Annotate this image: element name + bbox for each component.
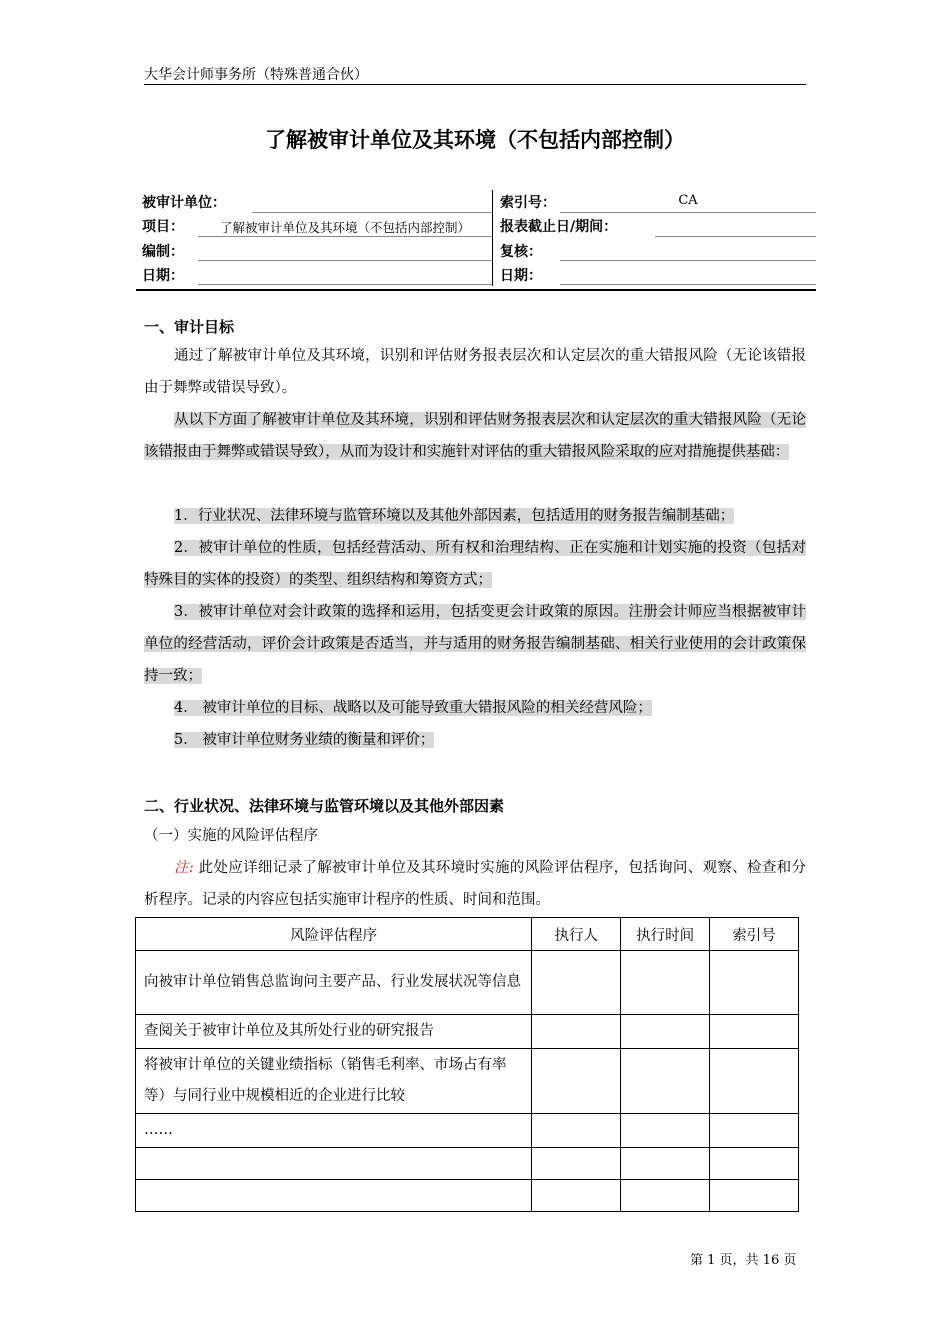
col-header-performer: 执行人 xyxy=(532,918,621,951)
table-row xyxy=(136,1049,799,1114)
scope-item-4 xyxy=(144,692,806,724)
header-bottom-rule xyxy=(136,289,816,291)
index-cell[interactable] xyxy=(710,1148,799,1180)
date-field-left[interactable] xyxy=(198,284,492,285)
table-row xyxy=(136,1015,799,1049)
scope-item-3-text: 3．被审计单位对会计政策的选择和运用，包括变更会计政策的原因。注册会计师应当根据被审计单位的经营活动，评价会计政策是否适当，并与适用的财务报告编制基础、相关行业使用的会计政策保持一致； xyxy=(144,604,806,684)
scope-paragraph xyxy=(144,404,806,468)
date-label-right: 日期： xyxy=(500,268,542,284)
scope-item-1 xyxy=(144,500,806,532)
table-header-row xyxy=(136,918,799,951)
index-value: CA xyxy=(678,193,698,208)
performer-cell[interactable] xyxy=(532,1148,621,1180)
scope-item-4-text: 4． 被审计单位的目标、战略以及可能导致重大错报风险的相关经营风险； xyxy=(174,700,652,716)
scope-item-3 xyxy=(144,596,806,692)
time-cell[interactable] xyxy=(621,1015,710,1049)
header-column-divider xyxy=(492,190,493,286)
project-value: 了解被审计单位及其环境（不包括内部控制） xyxy=(219,220,470,235)
scope-text: 从以下方面了解被审计单位及其环境，识别和评估财务报表层次和认定层次的重大错报风险（无论该错报由于舞弊或错误导致），从而为设计和实施针对评估的重大错报风险采取的应对措施提供基础： xyxy=(144,412,806,460)
scope-item-5-text: 5． 被审计单位财务业绩的衡量和评价； xyxy=(174,732,435,748)
index-label: 索引号： xyxy=(500,195,556,211)
time-cell[interactable] xyxy=(621,1049,710,1114)
performer-cell[interactable] xyxy=(532,1114,621,1148)
index-cell[interactable] xyxy=(710,1114,799,1148)
performer-cell[interactable] xyxy=(532,1015,621,1049)
preparer-field[interactable] xyxy=(198,260,492,261)
preparer-label: 编制： xyxy=(142,244,184,260)
index-cell[interactable] xyxy=(710,951,799,1015)
objective-paragraph xyxy=(144,340,806,404)
entity-label: 被审计单位： xyxy=(142,195,226,211)
entity-field[interactable] xyxy=(252,212,492,213)
index-cell[interactable] xyxy=(710,1049,799,1114)
scope-item-2-text: 2．被审计单位的性质，包括经营活动、所有权和治理结构、正在实施和计划实施的投资（包括对特殊目的实体的投资）的类型、组织结构和筹资方式； xyxy=(144,540,806,588)
procedures-subheading: （一）实施的风险评估程序 xyxy=(144,828,318,844)
period-field[interactable] xyxy=(655,236,816,237)
scope-item-1-text: 1．行业状况、法律环境与监管环境以及其他外部因素，包括适用的财务报告编制基础； xyxy=(174,508,735,524)
col-header-time: 执行时间 xyxy=(621,918,710,951)
procedure-cell[interactable] xyxy=(136,1148,532,1180)
col-header-procedure: 风险评估程序 xyxy=(136,918,532,951)
project-label: 项目： xyxy=(142,219,184,235)
index-cell[interactable] xyxy=(710,1015,799,1049)
project-field[interactable] xyxy=(198,236,492,237)
page-number: 第 1 页，共 16 页 xyxy=(690,1253,797,1268)
scope-item-5 xyxy=(144,724,806,756)
procedure-cell: …… xyxy=(136,1114,532,1148)
table-row xyxy=(136,1114,799,1148)
performer-cell[interactable] xyxy=(532,951,621,1015)
index-cell[interactable] xyxy=(710,1180,799,1212)
scope-item-2 xyxy=(144,532,806,596)
performer-cell[interactable] xyxy=(532,1049,621,1114)
document-title: 了解被审计单位及其环境（不包括内部控制） xyxy=(265,128,685,152)
note-text: 此处应详细记录了解被审计单位及其环境时实施的风险评估程序，包括询问、观察、检查和分析程序。记录的内容应包括实施审计程序的性质、时间和范围。 xyxy=(144,860,807,908)
procedure-cell[interactable] xyxy=(136,1180,532,1212)
procedure-cell: 查阅关于被审计单位及其所处行业的研究报告 xyxy=(136,1015,532,1049)
col-header-index: 索引号 xyxy=(710,918,799,951)
section-audit-objective-heading: 一、审计目标 xyxy=(144,318,235,336)
section-industry-heading: 二、行业状况、法律环境与监管环境以及其他外部因素 xyxy=(144,797,505,815)
time-cell[interactable] xyxy=(621,1114,710,1148)
period-label: 报表截止日/期间： xyxy=(500,219,618,235)
firm-name: 大华会计师事务所（特殊普通合伙） xyxy=(144,67,368,83)
table-row xyxy=(136,1180,799,1212)
procedure-cell: 将被审计单位的关键业绩指标（销售毛利率、市场占有率等）与同行业中规模相近的企业进行比较 xyxy=(136,1049,532,1114)
date-field-right[interactable] xyxy=(560,284,816,285)
time-cell[interactable] xyxy=(621,1180,710,1212)
note-label: 注: xyxy=(174,860,194,876)
header-divider xyxy=(144,84,806,85)
time-cell[interactable] xyxy=(621,951,710,1015)
note-paragraph xyxy=(144,852,806,916)
reviewer-label: 复核： xyxy=(500,244,542,260)
risk-assessment-table xyxy=(135,917,799,1212)
table-row xyxy=(136,951,799,1015)
objective-text: 通过了解被审计单位及其环境，识别和评估财务报表层次和认定层次的重大错报风险（无论该错报由于舞弊或错误导致）。 xyxy=(144,348,806,396)
table-row xyxy=(136,1148,799,1180)
reviewer-field[interactable] xyxy=(560,260,816,261)
index-field[interactable] xyxy=(560,212,816,213)
performer-cell[interactable] xyxy=(532,1180,621,1212)
time-cell[interactable] xyxy=(621,1148,710,1180)
procedure-cell: 向被审计单位销售总监询问主要产品、行业发展状况等信息 xyxy=(136,951,532,1015)
date-label-left: 日期： xyxy=(142,268,184,284)
